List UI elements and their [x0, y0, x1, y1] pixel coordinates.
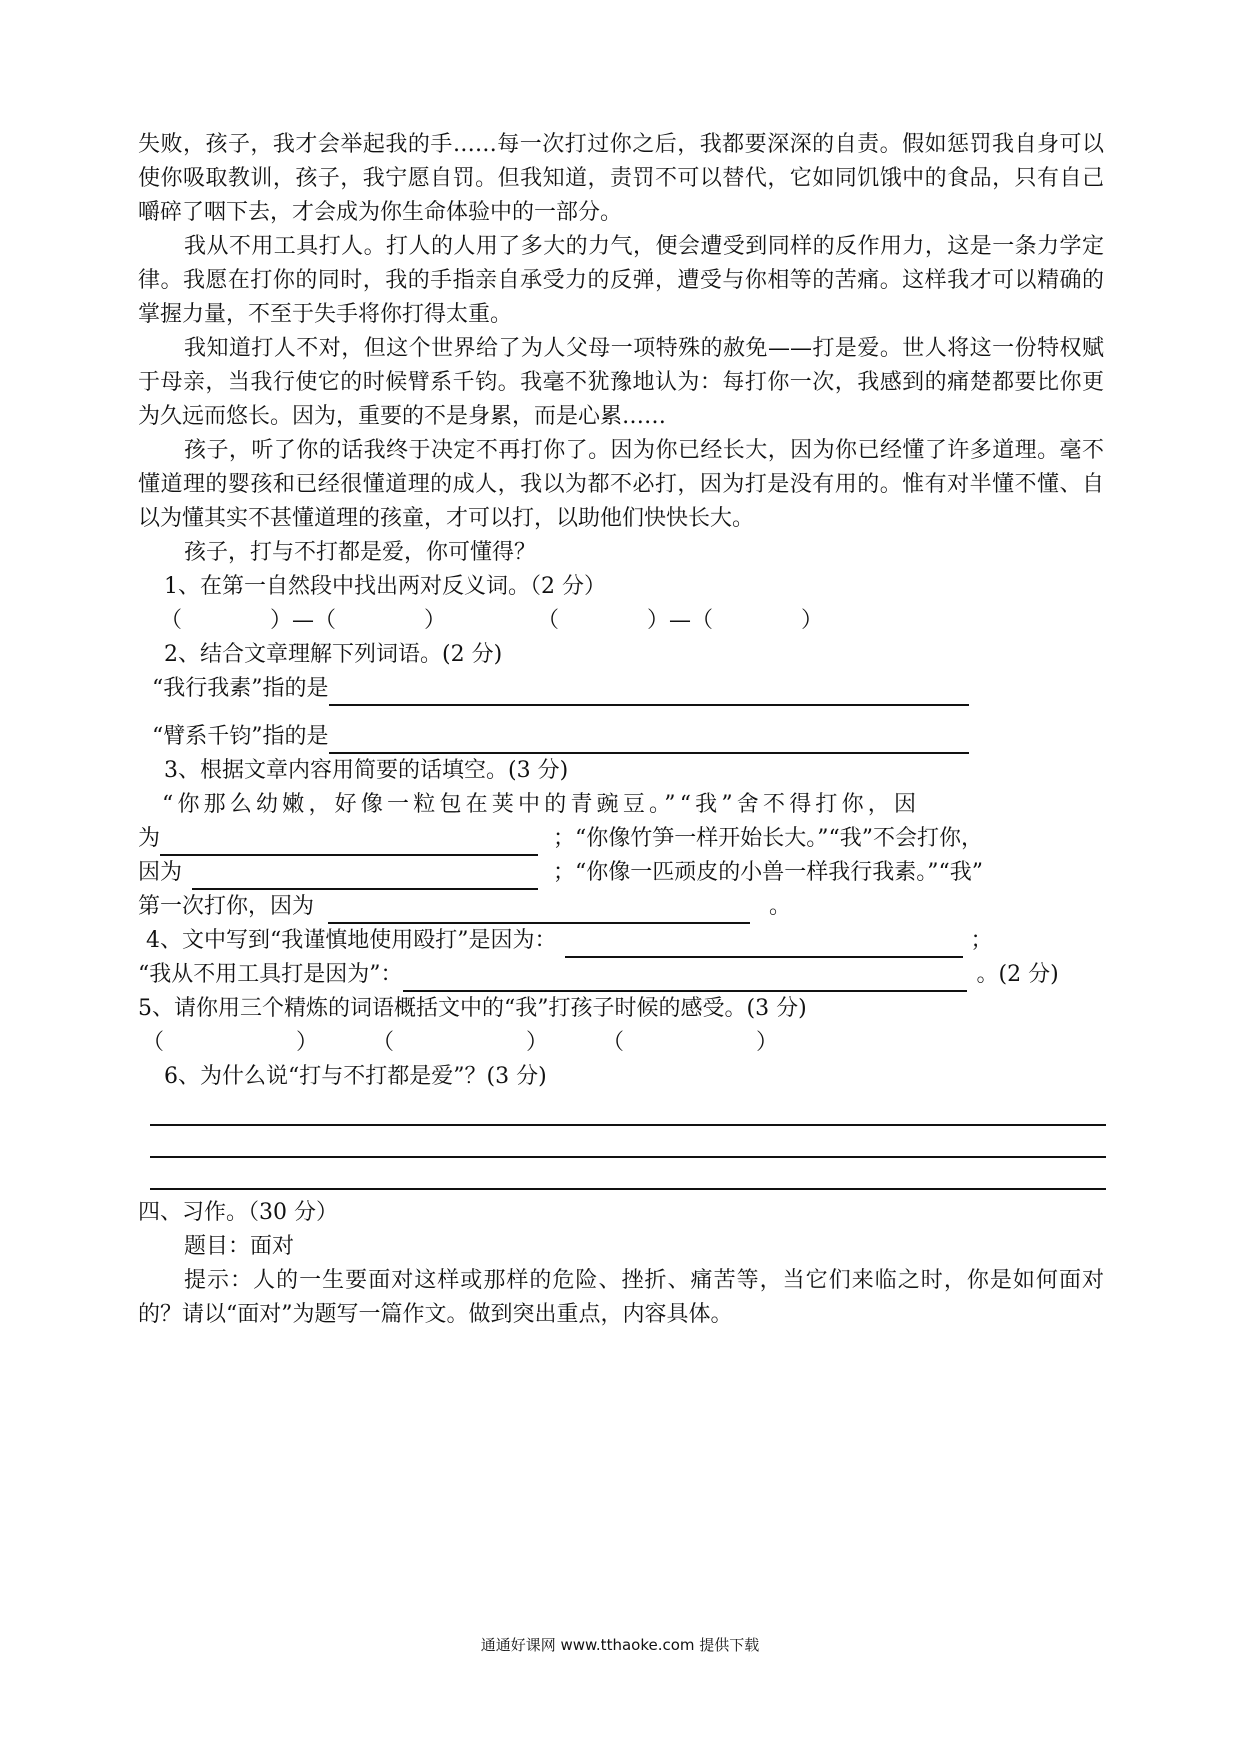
question-3-blank-3[interactable]	[328, 900, 750, 924]
antonym-pair-1[interactable]: （ ）—（ ）	[160, 608, 447, 633]
question-4a-blank[interactable]	[565, 934, 963, 958]
question-2b-line	[138, 720, 1104, 754]
passage-paragraph-5: 孩子，打与不打都是爱，你可懂得？	[184, 540, 537, 565]
answer-line-2[interactable]	[150, 1126, 1106, 1158]
composition-title: 题目：面对	[184, 1234, 295, 1259]
question-2b-label: “臂系千钧”指的是	[152, 724, 329, 749]
question-3: 3、根据文章内容用简要的话填空。(3 分)	[164, 758, 569, 783]
question-4b-blank[interactable]	[403, 968, 967, 992]
passage-paragraph-2: 我从不用工具打人。打人的人用了多大的力气，便会遭受到同样的反作用力，这是一条力学定律。我愿在打你的同时，我的手指亲自承受力的反弹，遭受与你相等的苦痛。这样我才可以精确的掌握力量，不至于失手将你打得太重。	[138, 234, 1104, 327]
question-3-blank-1[interactable]	[160, 832, 538, 856]
feeling-word-1[interactable]: （ ）	[142, 1030, 319, 1055]
question-2b-blank[interactable]	[329, 730, 969, 754]
question-5-answers	[138, 1026, 1104, 1060]
question-3-line-1: “你那么幼嫩，好像一粒包在荚中的青豌豆。”“我”舍不得打你，因	[162, 792, 921, 817]
question-1: 1、在第一自然段中找出两对反义词。（2 分）	[164, 574, 606, 599]
antonym-pair-2[interactable]: （ ）—（ ）	[537, 608, 824, 633]
passage-paragraph-3: 我知道打人不对，但这个世界给了为人父母一项特殊的赦免——打是爱。世人将这一份特权赋于母亲，当我行使它的时候臂系千钧。我毫不犹豫地认为：每打你一次，我感到的痛楚都要比你更为久远而悠长。因为，重要的不是身累，而是心累……	[138, 336, 1104, 429]
answer-line-3[interactable]	[150, 1158, 1106, 1190]
question-6: 6、为什么说“打与不打都是爱”？(3 分)	[164, 1064, 547, 1089]
composition-heading: 四、习作。（30 分）	[138, 1200, 338, 1225]
feeling-word-3[interactable]: （ ）	[602, 1030, 779, 1055]
answer-line-1[interactable]	[150, 1094, 1106, 1126]
question-3-blank-2[interactable]	[192, 866, 538, 890]
question-5: 5、请你用三个精炼的词语概括文中的“我”打孩子时候的感受。(3 分)	[138, 996, 807, 1021]
question-1-answers	[138, 604, 1104, 638]
exam-page	[138, 128, 1104, 1332]
question-3-line-4: 第一次打你，因为 。	[138, 890, 1104, 924]
question-4b-line: “我从不用工具打是因为”： 。(2 分)	[138, 958, 1104, 992]
question-4b-label: “我从不用工具打是因为”：	[138, 962, 403, 987]
question-2a-blank[interactable]	[329, 682, 969, 706]
question-2: 2、结合文章理解下列词语。(2 分)	[164, 642, 503, 667]
feeling-word-2[interactable]: （ ）	[372, 1030, 549, 1055]
question-3-line-3: 因为 ；“你像一匹顽皮的小兽一样我行我素。”“我”	[138, 856, 1104, 890]
question-2a-label: “我行我素”指的是	[152, 676, 329, 701]
question-4a-label: 4、文中写到“我谨慎地使用殴打”是因为：	[146, 928, 557, 953]
composition-hint: 提示：人的一生要面对这样或那样的危险、挫折、痛苦等，当它们来临之时，你是如何面对的？请以“面对”为题写一篇作文。做到突出重点，内容具体。	[138, 1268, 1104, 1327]
passage-paragraph-4: 孩子，听了你的话我终于决定不再打你了。因为你已经长大，因为你已经懂了许多道理。毫不懂道理的婴孩和已经很懂道理的成人，我以为都不必打，因为打是没有用的。惟有对半懂不懂、自以为懂其实不甚懂道理的孩童，才可以打，以助他们快快长大。	[138, 438, 1104, 531]
passage-paragraph-1: 失败，孩子，我才会举起我的手……每一次打过你之后，我都要深深的自责。假如惩罚我自身可以使你吸取教训，孩子，我宁愿自罚。但我知道，责罚不可以替代，它如同饥饿中的食品，只有自己嚼碎了咽下去，才会成为你生命体验中的一部分。	[138, 132, 1104, 225]
page-footer: 通通好课网 www.tthaoke.com 提供下载	[480, 1636, 760, 1654]
question-2a-line	[138, 672, 1104, 706]
question-3-line-2: 为 ；“你像竹笋一样开始长大。”“我”不会打你，	[138, 822, 1104, 856]
question-4a-line: 4、文中写到“我谨慎地使用殴打”是因为： ；	[138, 924, 1104, 958]
